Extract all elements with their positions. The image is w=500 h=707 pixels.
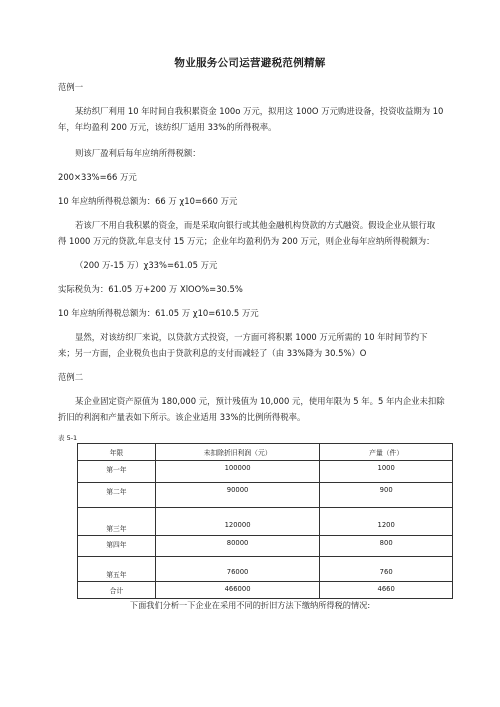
table-footer-text: 下面我们分析一下企业在采用不同的折旧方法下缴纳所得税的情况: (129, 600, 371, 610)
table-header-row (78, 444, 453, 461)
cell-year: 第一年 (78, 461, 156, 483)
example2-heading: 范例二 (58, 372, 84, 382)
cell-year: 第四年 (78, 536, 156, 557)
example1-para4-line1: 显然，对该纺织厂来说，以贷款方式投资，一方面可将积累 1000 万元所需的 10 年时间节约下 (75, 332, 428, 342)
example1-calc4: 实际税负为：61.05 万+200 万 XlOO%=30.5% (58, 284, 243, 294)
table-row (78, 557, 453, 582)
example2-para1-line2: 折旧的利润和产量表如下所示。该企业适用 33%的比例所得税率。 (58, 412, 306, 422)
cell-output: 1000 (320, 461, 453, 483)
example1-calc2: 10 年应纳所得税总额为：66 万 χ10=660 万元 (58, 196, 238, 206)
table-row (78, 508, 453, 536)
table-caption: 表 5-1 (58, 434, 78, 442)
cell-year: 第三年 (78, 508, 156, 536)
cell-profit: 90000 (155, 483, 320, 508)
example1-para3-line2: 得 1000 万元的贷款,年息支付 15 万元；企业年均盈利仍为 200 万元，则企业每年应纳所得税额为： (58, 236, 435, 246)
cell-output: 4660 (320, 582, 453, 599)
example1-para1-line2: 年，年均盈利 200 万元，该纺织厂适用 33%的所得税率。 (58, 122, 277, 132)
example1-para2: 则该厂盈利后每年应纳所得税额： (75, 148, 201, 158)
profit-output-table (77, 443, 453, 599)
document-title: 物业服务公司运营避税范例精解 (174, 57, 326, 69)
cell-profit: 100000 (155, 461, 320, 483)
example1-heading: 范例一 (58, 82, 84, 92)
cell-profit: 466000 (155, 582, 320, 599)
table-row (78, 536, 453, 557)
cell-output: 900 (320, 483, 453, 508)
header-year: 年限 (78, 444, 156, 461)
table-row (78, 461, 453, 483)
example1-para1-line1: 某纺织厂利用 10 年时间自我积累资金 100o 万元，拟用这 100O 万元购进设备，投资收益期为 10 (75, 106, 444, 116)
example1-para3-line1: 若该厂不用自我积累的资金，而是采取向银行或其他金融机构贷款的方式融资。假设企业从银行取 (75, 220, 436, 230)
cell-year: 合计 (78, 582, 156, 599)
example1-para4-line2: 来；另一方面，企业税负也由于贷款利息的支付而减轻了（由 33%降为 30.5%）O (58, 348, 367, 358)
header-output: 产量（件） (320, 444, 453, 461)
cell-profit: 76000 (155, 557, 320, 582)
example1-calc5: 10 年应纳所得税总额为：61.05 万 χ10=610.5 万元 (58, 308, 259, 318)
cell-profit: 120000 (155, 508, 320, 536)
cell-output: 760 (320, 557, 453, 582)
example1-calc3: （200 万-15 万）χ33%=61.05 万元 (75, 260, 218, 270)
cell-profit: 80000 (155, 536, 320, 557)
cell-output: 800 (320, 536, 453, 557)
cell-year: 第五年 (78, 557, 156, 582)
table-row-total (78, 582, 453, 599)
cell-year: 第二年 (78, 483, 156, 508)
header-profit: 未扣除折旧利润（元） (155, 444, 320, 461)
table-row (78, 483, 453, 508)
example2-para1-line1: 某企业固定资产原值为 180,000 元，预计残值为 10,000 元，使用年限为 5 年。5 年内企业未扣除 (75, 396, 445, 406)
cell-output: 1200 (320, 508, 453, 536)
example1-calc1: 200×33%=66 万元 (58, 172, 137, 182)
